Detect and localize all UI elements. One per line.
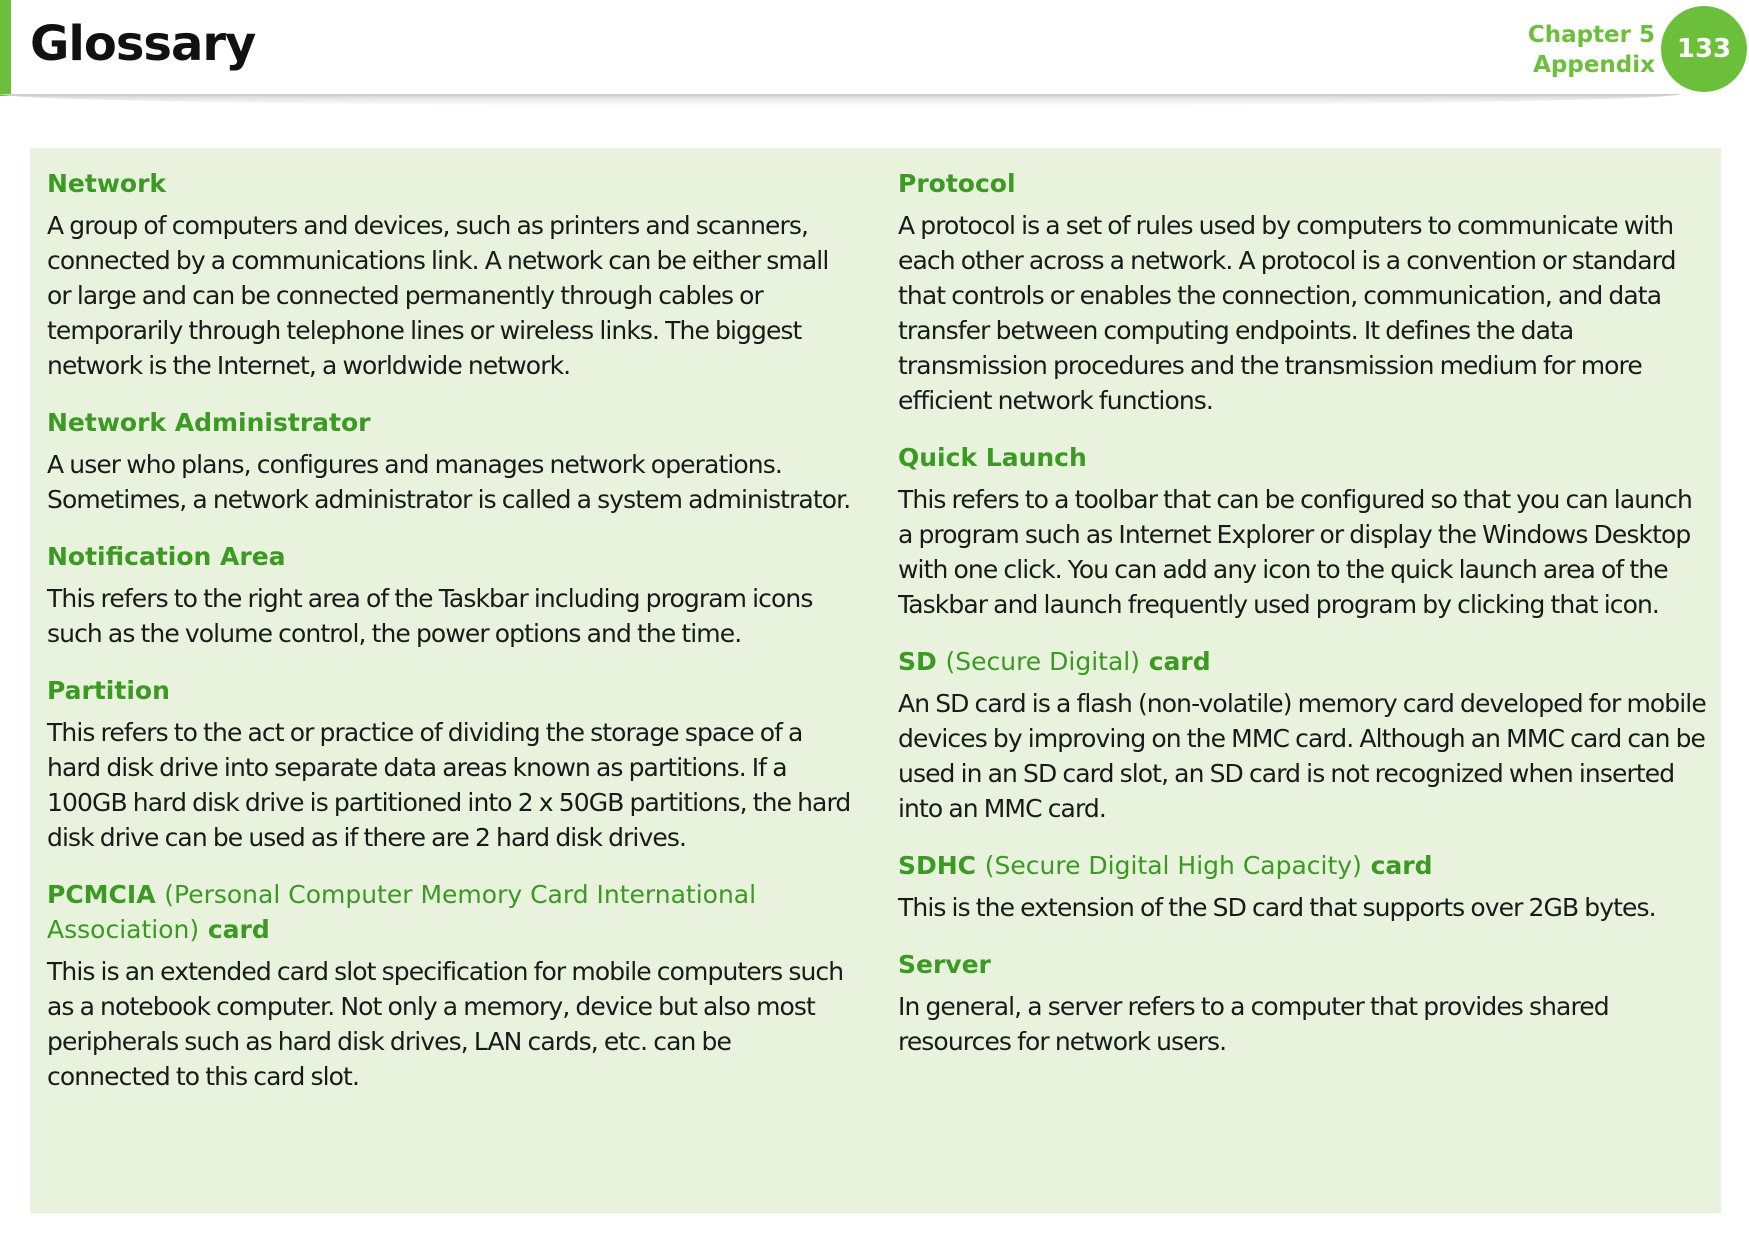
right-column <box>898 166 1708 1081</box>
term-heading: Server <box>898 950 991 979</box>
term-heading: Partition <box>47 676 170 705</box>
header-divider <box>0 94 1680 106</box>
term-suffix: card <box>1148 647 1211 676</box>
glossary-entry-notification-area <box>47 539 857 651</box>
term-acronym: SD <box>898 647 937 676</box>
term-heading <box>898 644 1708 679</box>
accent-bar <box>0 0 11 96</box>
glossary-entry-server <box>898 947 1708 1059</box>
glossary-entry-partition <box>47 673 857 855</box>
term-expansion: (Secure Digital) <box>945 647 1140 676</box>
glossary-entry-network <box>47 166 857 383</box>
left-column <box>47 166 857 1116</box>
glossary-entry-network-administrator <box>47 405 857 517</box>
term-heading: Notification Area <box>47 542 286 571</box>
term-definition: This is the extension of the SD card that supports over 2GB bytes. <box>898 893 1656 922</box>
term-definition: This refers to a toolbar that can be configured so that you can launch a program such as Internet Explorer or display the Windows Desktop with one click. You can add any icon to the quick launch area of the Taskbar and launch frequently used program by clicking that icon. <box>898 485 1692 619</box>
chapter-number: Chapter 5 <box>1527 22 1655 48</box>
term-suffix: card <box>1370 851 1433 880</box>
term-expansion: (Secure Digital High Capacity) <box>984 851 1362 880</box>
term-definition: In general, a server refers to a computer that provides shared resources for network users. <box>898 992 1609 1056</box>
term-definition: A protocol is a set of rules used by computers to communicate with each other across a network. A protocol is a convention or standard that controls or enables the connection, communication, and data transfer between computing endpoints. It defines the data transmission procedures and the transmission medium for more efficient network functions. <box>898 211 1676 415</box>
glossary-panel <box>30 148 1721 1213</box>
term-heading: Quick Launch <box>898 443 1087 472</box>
term-heading: Protocol <box>898 169 1016 198</box>
glossary-entry-quick-launch <box>898 440 1708 622</box>
term-definition: This refers to the act or practice of dividing the storage space of a hard disk drive into separate data areas known as partitions. If a 100GB hard disk drive is partitioned into 2 x 50GB partitions, the hard disk drive can be used as if there are 2 hard disk drives. <box>47 718 851 852</box>
term-heading: Network Administrator <box>47 408 371 437</box>
glossary-entry-protocol <box>898 166 1708 418</box>
term-expansion: (Personal Computer Memory Card International Association) <box>47 880 757 944</box>
term-suffix: card <box>207 915 270 944</box>
term-heading <box>47 877 857 947</box>
term-heading: Network <box>47 169 167 198</box>
glossary-entry-sd-card <box>898 644 1708 826</box>
term-acronym: SDHC <box>898 851 977 880</box>
chapter-section: Appendix <box>1533 52 1655 78</box>
term-acronym: PCMCIA <box>47 880 156 909</box>
glossary-entry-sdhc-card <box>898 848 1708 925</box>
glossary-entry-pcmcia <box>47 877 857 1094</box>
term-heading <box>898 848 1708 883</box>
term-definition: An SD card is a flash (non-volatile) memory card developed for mobile devices by improving on the MMC card. Although an MMC card can be used in an SD card slot, an SD card is not recognized when inserted into an MMC card. <box>898 689 1706 823</box>
term-definition: This is an extended card slot specification for mobile computers such as a notebook computer. Not only a memory, device but also most peripherals such as hard disk drives, LAN cards, etc. can be connected to this card slot. <box>47 957 844 1091</box>
page-number-badge: 133 <box>1661 6 1747 92</box>
chapter-label <box>1528 20 1655 80</box>
page-title: Glossary <box>30 16 256 72</box>
term-definition: A group of computers and devices, such as printers and scanners, connected by a communications link. A network can be either small or large and can be connected permanently through cables or temporarily through telephone lines or wireless links. The biggest network is the Internet, a worldwide network. <box>47 211 829 380</box>
term-definition: This refers to the right area of the Taskbar including program icons such as the volume control, the power options and the time. <box>47 584 813 648</box>
term-definition: A user who plans, configures and manages network operations. Sometimes, a network administrator is called a system administrator. <box>47 450 851 514</box>
